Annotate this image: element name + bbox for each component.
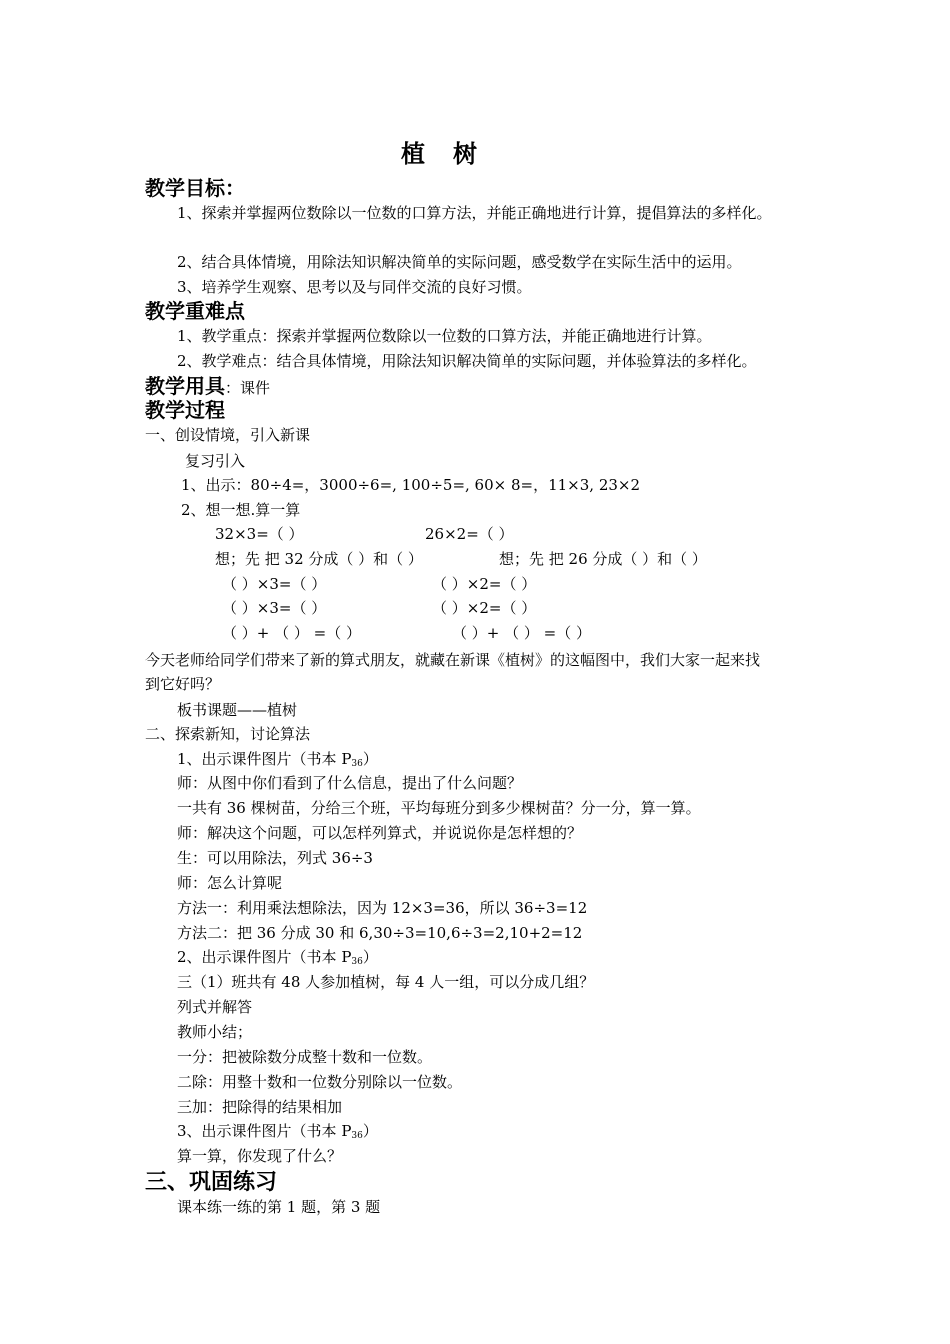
tools-value: ：课件 (225, 379, 271, 397)
paragraph: 2、想一想.算一算 (181, 501, 301, 519)
calc-left-line: （ ）×3=（ ） (222, 599, 327, 617)
process-heading: 教学过程 (145, 398, 225, 422)
paragraph: 生：可以用除法，列式 36÷3 (177, 849, 373, 867)
paragraph: 2、出示课件图片（书本 $P_{36}$） (177, 948, 378, 967)
paragraph: 1、出示课件图片（书本 $P_{36}$） (177, 750, 378, 769)
objective-item: 3、培养学生观察、思考以及与同伴交流的良好习惯。 (177, 278, 532, 296)
paragraph: 教师小结； (177, 1023, 253, 1041)
objectives-heading: 教学目标： (145, 176, 245, 200)
paragraph: 1、出示：80÷4=，3000÷6=, 100÷5=, 60× 8=，11×3, 23×2 (181, 476, 641, 494)
paragraph: 师：从图中你们看到了什么信息，提出了什么问题？ (177, 774, 523, 792)
page-title: 植 树 (401, 139, 479, 168)
objective-item: 2、结合具体情境，用除法知识解决简单的实际问题，感受数学在实际生活中的运用。 (177, 253, 742, 271)
paragraph: 复习引入 (185, 452, 246, 470)
calc-left-line: （ ）×3=（ ） (222, 575, 327, 593)
calc-left-line: 32×3=（ ） (215, 525, 304, 543)
paragraph: 3、出示课件图片（书本 $P_{36}$） (177, 1122, 378, 1141)
practice-heading: 三、巩固练习 (145, 1169, 278, 1195)
tools-heading: 教学用具 (145, 374, 225, 398)
paragraph: 一分：把被除数分成整十数和一位数。 (177, 1048, 433, 1066)
calc-right-line: （ ）+ （ ） =（ ） (452, 624, 591, 642)
calc-right-line: 想；先 把 26 分成（ ）和（ ） (499, 550, 707, 568)
paragraph: 列式并解答 (177, 998, 253, 1016)
calc-left-line: （ ）+ （ ） =（ ） (222, 624, 361, 642)
section-heading: 一、创设情境，引入新课 (145, 426, 311, 444)
paragraph: 方法二：把 36 分成 30 和 6,30÷3=10,6÷3=2,10+2=12 (177, 924, 583, 942)
paragraph: 三（1）班共有 48 人参加植树，每 4 人一组，可以分成几组？ (177, 973, 595, 991)
calc-right-line: （ ）×2=（ ） (432, 575, 537, 593)
keypoint-item: 1、教学重点：探索并掌握两位数除以一位数的口算方法，并能正确地进行计算。 (177, 327, 712, 345)
calc-right-line: （ ）×2=（ ） (432, 599, 537, 617)
paragraph: 算一算，你发现了什么？ (177, 1147, 343, 1165)
paragraph: 二除：用整十数和一位数分别除以一位数。 (177, 1073, 463, 1091)
paragraph: 三加：把除得的结果相加 (177, 1098, 343, 1116)
keypoints-heading: 教学重难点 (145, 299, 245, 323)
section-heading: 二、探索新知，讨论算法 (145, 725, 311, 743)
paragraph: 师：解决这个问题，可以怎样列算式，并说说你是怎样想的？ (177, 824, 583, 842)
paragraph: 到它好吗？ (145, 675, 221, 693)
paragraph: 方法一：利用乘法想除法，因为 12×3=36，所以 36÷3=12 (177, 899, 588, 917)
keypoint-item: 2、教学难点：结合具体情境，用除法知识解决简单的实际问题，并体验算法的多样化。 (177, 352, 757, 370)
tools-line (145, 374, 270, 400)
objective-item: 1、探索并掌握两位数除以一位数的口算方法，并能正确地进行计算，提倡算法的多样化。 (177, 204, 772, 222)
paragraph: 一共有 36 棵树苗，分给三个班，平均每班分到多少棵树苗？分一分，算一算。 (177, 799, 701, 817)
paragraph: 板书课题——植树 (177, 701, 298, 719)
calc-right-line: 26×2=（ ） (425, 525, 514, 543)
paragraph: 课本练一练的第 1 题，第 3 题 (177, 1198, 381, 1216)
calc-left-line: 想；先 把 32 分成（ ）和（ ） (215, 550, 423, 568)
paragraph: 师：怎么计算呢 (177, 874, 283, 892)
paragraph: 今天老师给同学们带来了新的算式朋友，就藏在新课《植树》的这幅图中，我们大家一起来找 (145, 651, 761, 669)
